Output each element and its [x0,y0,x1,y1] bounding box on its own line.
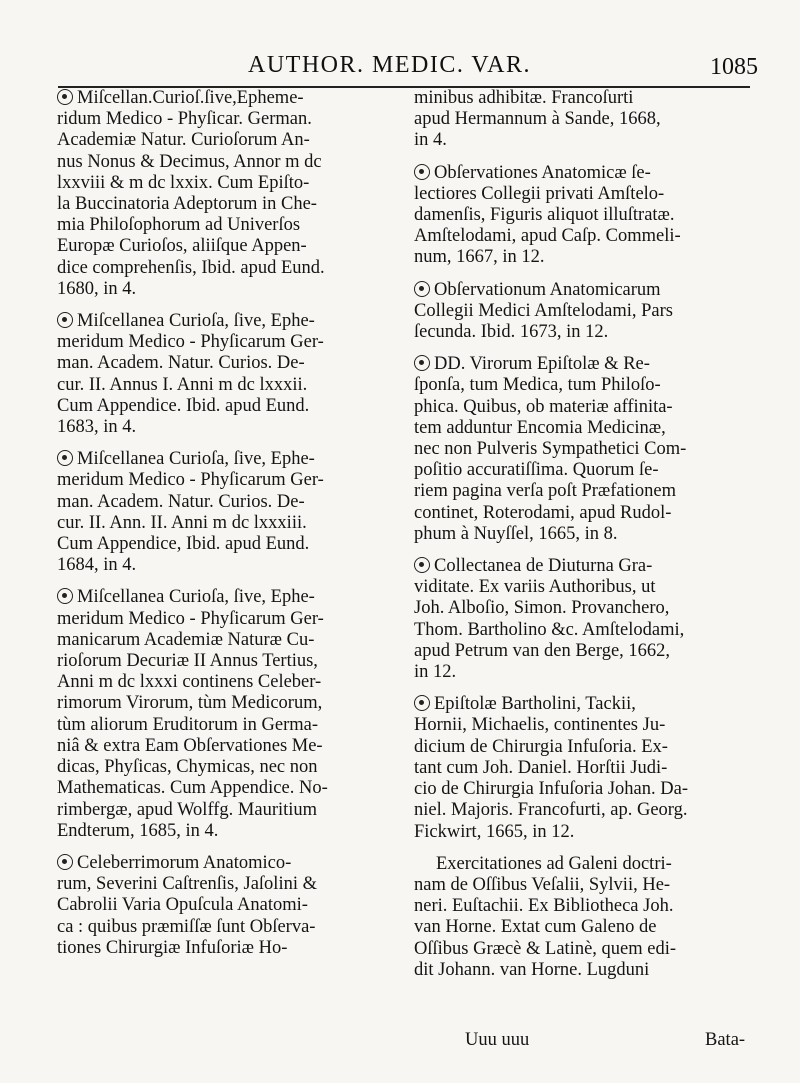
entry-line: 1684, in 4. [57,555,137,576]
running-head: AUTHOR. MEDIC. VAR. [248,52,531,78]
circle-bullet-icon [414,355,430,371]
entry-line: man. Academ. Natur. Curios. De- [57,491,305,512]
entry-line: Cum Appendice. Ibid. apud Eund. [57,395,310,416]
entry-line: num, 1667, in 12. [414,247,545,268]
entry-line: Miſcellanea Curioſa, ſive, Ephe- [57,311,392,332]
entry-line: Thom. Bartholino &c. Amſtelodami, [414,619,685,640]
entry-line: ca : quibus præmiſſæ ſunt Obſerva- [57,916,316,937]
entry-line: manicarum Academiæ Naturæ Cu- [57,629,315,650]
entry-line: mia Philoſophorum ad Univerſos [57,215,301,236]
entry-line: in 4. [414,130,447,151]
left-column [57,88,392,970]
entry-line: tiones Chirurgiæ Infuſoriæ Ho- [57,937,288,958]
entry-line: meridum Medico - Phyſicarum Ger- [57,470,324,491]
catalog-entry [57,449,392,576]
entry-line: dicium de Chirurgia Infuſoria. Ex- [414,736,668,757]
entry-line: continet, Roterodami, apud Rudol- [414,502,672,523]
entry-line: Cum Appendice, Ibid. apud Eund. [57,534,310,555]
entry-line: tem adduntur Encomia Medicinæ, [414,417,666,438]
entry-line: nus Nonus & Decimus, Annor m dc [57,151,322,172]
entry-line: ſecunda. Ibid. 1673, in 12. [414,322,609,343]
entry-line: ſponſa, tum Medica, tum Philoſo- [414,375,661,396]
entry-line: cio de Chirurgia Infuſoria Johan. Da- [414,779,688,800]
entry-line: rimorum Virorum, tùm Medicorum, [57,693,323,714]
catchword: Bata- [705,1030,746,1050]
entry-line: Obſervationum Anatomicarum [414,280,749,301]
entry-line: van Horne. Extat cum Galeno de [414,917,657,938]
catalog-entry [57,88,392,300]
circle-bullet-icon [414,281,430,297]
circle-bullet-icon [57,89,73,105]
entry-line: 1680, in 4. [57,278,137,299]
circle-bullet-icon [414,164,430,180]
entry-line: man. Academ. Natur. Curios. De- [57,353,305,374]
entry-line: apud Petrum van den Berge, 1662, [414,640,671,661]
entry-line: Mathematicas. Cum Appendice. No- [57,778,328,799]
entry-line: Amſtelodami, apud Caſp. Commeli- [414,226,681,247]
entry-line: Fickwirt, 1665, in 12. [414,821,575,842]
catalog-entry [57,587,392,841]
entry-line: meridum Medico - Phyſicarum Ger- [57,608,324,629]
entry-line: Cabrolii Varia Opuſcula Anatomi- [57,895,308,916]
entry-line: rioſorum Decuriæ II Annus Tertius, [57,651,318,672]
entry-line: Epiſtolæ Bartholini, Tackii, [414,694,749,715]
entry-line: Celeberrimorum Anatomico- [57,853,392,874]
entry-line: Anni m dc lxxxi continens Celeber- [57,672,322,693]
entry-line: Endterum, 1685, in 4. [57,820,219,841]
entry-line: riem pagina verſa poſt Præfationem [414,481,677,502]
catalog-entry [414,280,749,344]
entry-line: Collectanea de Diuturna Gra- [414,556,749,577]
entry-line: rimbergæ, apud Wolffg. Mauritium [57,799,318,820]
circle-bullet-icon [57,312,73,328]
entry-line: phum à Nuyſſel, 1665, in 8. [414,523,618,544]
entry-line: Miſcellan.Curioſ.ſive,Epheme- [57,88,392,109]
circle-bullet-icon [57,588,73,604]
circle-bullet-icon [414,557,430,573]
entry-line: Miſcellanea Curioſa, ſive, Ephe- [57,587,392,608]
entry-line: la Buccinatoria Adeptorum in Che- [57,194,317,215]
entry-line: lectiores Collegii privati Amſtelo- [414,183,665,204]
entry-line: 1683, in 4. [57,417,137,438]
entry-line: viditate. Ex variis Authoribus, ut [414,577,656,598]
catalog-entry [57,311,392,438]
entry-line: ridum Medico - Phyſicar. German. [57,109,312,130]
entry-line: cur. II. Annus I. Anni m dc lxxxii. [57,374,308,395]
entry-line: dicas, Phyſicas, Chymicas, nec non [57,757,318,778]
entry-line: niâ & extra Eam Obſervationes Me- [57,735,323,756]
entry-line: in 12. [414,662,457,683]
entry-line: DD. Virorum Epiſtolæ & Re- [414,354,749,375]
entry-line: meridum Medico - Phyſicarum Ger- [57,332,324,353]
entry-line: lxxviii & m dc lxxix. Cum Epiſto- [57,172,310,193]
catalog-entry [414,854,749,981]
catalog-entry [57,853,392,959]
circle-bullet-icon [414,695,430,711]
entry-line: Hornii, Michaelis, continentes Ju- [414,715,666,736]
entry-line: tant cum Joh. Daniel. Horſtii Judi- [414,757,668,778]
entry-line: poſitio accuratiſſima. Quorum ſe- [414,460,659,481]
entry-line: dice comprehenſis, Ibid. apud Eund. [57,257,325,278]
entry-line: Oſſibus Græcè & Latinè, quem edi- [414,938,677,959]
entry-line: rum, Severini Caſtrenſis, Jaſolini & [57,874,317,895]
entry-line: dit Johann. van Horne. Lugduni [414,959,650,980]
entry-line: Joh. Alboſio, Simon. Provanchero, [414,598,670,619]
entry-line: Obſervationes Anatomicæ ſe- [414,163,749,184]
entry-line: nec non Pulveris Sympathetici Com- [414,439,687,460]
entry-line: tùm aliorum Eruditorum in Germa- [57,714,318,735]
page-number: 1085 [710,54,758,80]
entry-line: damenſis, Figuris aliquot illuſtratæ. [414,205,675,226]
catalog-entry [414,88,749,152]
catalog-entry [414,163,749,269]
circle-bullet-icon [57,854,73,870]
entry-line: Collegii Medici Amſtelodami, Pars [414,300,673,321]
signature-mark: Uuu uuu [465,1030,530,1050]
right-column [414,88,749,992]
entry-line: niel. Majoris. Francofurti, ap. Georg. [414,800,688,821]
circle-bullet-icon [57,450,73,466]
page-header [58,50,758,90]
catalog-entry [414,354,749,545]
entry-line: Exercitationes ad Galeni doctri- [436,853,672,874]
entry-line: apud Hermannum à Sande, 1668, [414,109,661,130]
entry-line: nam de Oſſibus Veſalii, Sylvii, He- [414,874,671,895]
catalog-entry [414,694,749,842]
entry-line: cur. II. Ann. II. Anni m dc lxxxiii. [57,512,307,533]
entry-line: Miſcellanea Curioſa, ſive, Ephe- [57,449,392,470]
entry-line: minibus adhibitæ. Francoſurti [414,88,634,108]
catalog-entry [414,556,749,683]
entry-line: Academiæ Natur. Curioſorum An- [57,130,310,151]
page-footer [0,1030,800,1070]
entry-line: neri. Euſtachii. Ex Bibliotheca Joh. [414,896,674,917]
entry-line: Europæ Curioſos, aliiſque Appen- [57,236,307,257]
entry-line: phica. Quibus, ob materiæ affinita- [414,396,673,417]
